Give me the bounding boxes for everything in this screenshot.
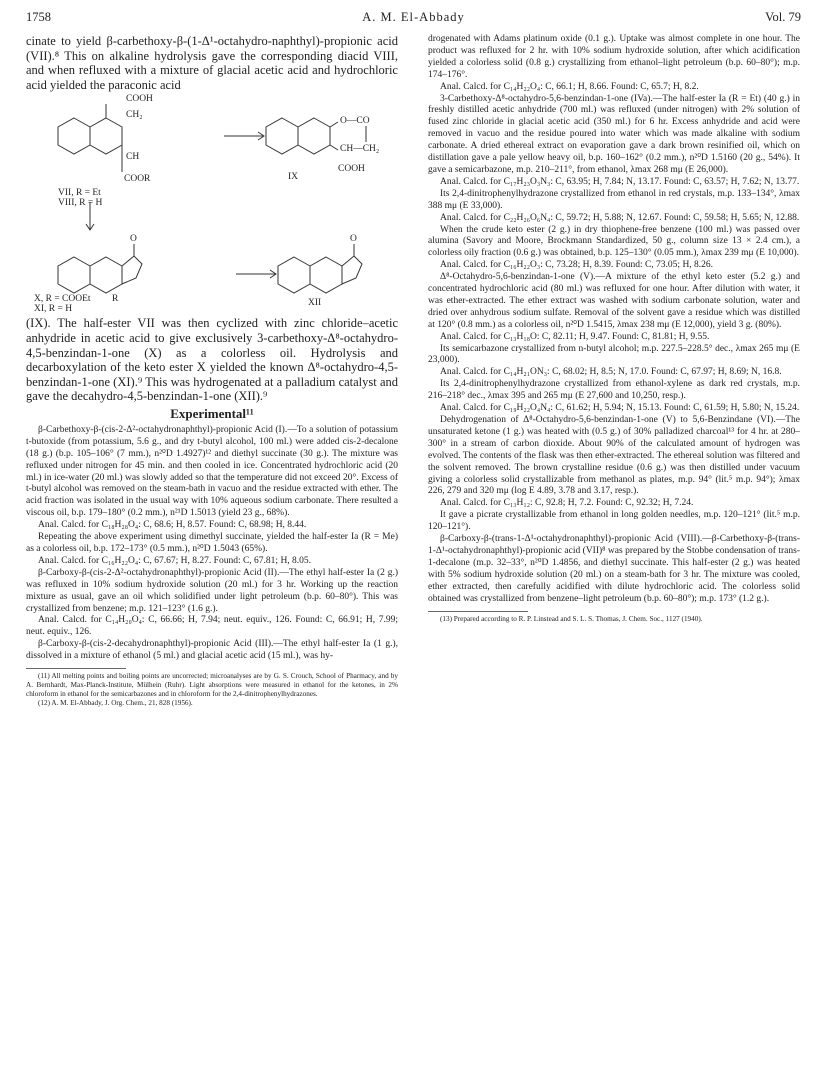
- label-o-co: O—CO: [340, 116, 370, 127]
- after-scheme-paragraph: (IX). The half-ester VII was then cyclized with zinc chloride–acetic anhydride in acetic acid to give exclusively 3-carbethoxy-Δ⁸-octahydro-4,5-benzindan-1-one (X) as a colorless oil. Hydrolysis and decarboxylation of the keto ester X yielded the known Δ⁸-octahydro-4,5-benzindan-1-one (XI).⁹ This was hydrogenated at a palladium catalyst and gave the decahydro-4,5-benzindan-1-one (XII).⁹: [26, 316, 398, 404]
- right-paragraph-4: Anal. Calcd. for C₁₇H₂₃O₃N₃: C, 63.95; H, 7.84; N, 13.17. Found: C, 63.57; H, 7.62; N, 13.77.: [440, 176, 800, 187]
- right-paragraph-7: When the crude keto ester (2 g.) in dry thiophene-free benzene (100 ml.) was passed over alumina (Savory and Moore, Brockmann Standardized, 50 g., column size 13 × 2.4 cm.), a colorless oily fraction (0.6 g.) was obtained, b.p. 125–130° (0.05 mm.), λmax 239 mμ (E 10,000).: [428, 224, 800, 259]
- right-paragraph-11: Its semicarbazone crystallized from n-butyl alcohol; m.p. 227.5–228.5° dec., λmax 265 mμ (E 23,000).: [428, 343, 800, 366]
- right-paragraph-10: Anal. Calcd. for C₁₃H₁₈O: C, 82.11; H, 9.47. Found: C, 81.81; H, 9.55.: [440, 331, 710, 342]
- ring-xii-five: [342, 256, 362, 284]
- left-paragraph-2: Anal. Calcd. for C₁₈H₂₈O₄: C, 68.6; H, 8.57. Found: C, 68.98; H, 8.44.: [38, 520, 307, 531]
- volume-label: Vol. 79: [765, 10, 801, 24]
- label-xi: XI, R = H: [34, 304, 73, 315]
- label-o-xii: O: [350, 234, 357, 245]
- right-paragraph-1: drogenated with Adams platinum oxide (0.1 g.). Uptake was almost complete in one hour. The product was refluxed for 2 hr. with 10% sodium hydroxide solution, after which acidification yielded a colorless solid (0.8 g.) crystallizing from ethanol–light petroleum (b.p. 60–80°); m.p. 174–176°.: [428, 34, 800, 80]
- ring-x-right: [90, 257, 122, 293]
- label-r: R: [112, 294, 119, 305]
- label-xii: XII: [308, 298, 322, 309]
- label-x: X, R = COOEt: [34, 294, 91, 305]
- label-ix: IX: [288, 172, 299, 183]
- right-paragraph-14: Anal. Calcd. for C₁₉H₂₂O₄N₄: C, 61.62; H, 5.94; N, 15.13. Found: C, 61.59; H, 5.80; N, 15.24.: [440, 403, 800, 414]
- left-paragraph-1: β-Carbethoxy-β-(cis-2-Δ²-octahydronaphthyl)-propionic Acid (I).—To a solution of potassium t-butoxide (from potassium, 5.6 g., and dry t-butyl alcohol, 100 ml.) were added cis-2-decalone (18 g.) (b.p. 105–106° (7 mm.), n²⁰D 1.4927)¹² and diethyl succinate (30 g.). The mixture was refluxed under nitrogen for 45 min. and then cooled in ice. Concentrated hydrochloric acid (20 ml.) in ice-water (20 ml.) was slowly added so that the temperature did not exceed 20°. Excess of t-butyl alcohol was removed on the steam-bath in vacuo and the residue extracted with ether. The acid fraction was isolated in the usual way with 10% aqueous sodium carbonate. There resulted a viscous oil, b.p. 179–180° (0.2 mm.), n²¹D 1.5013 (yield 23 g., 68%).: [26, 424, 398, 519]
- right-paragraph-18: β-Carboxy-β-(trans-1-Δ¹-octahydronaphthyl)-propionic Acid (VIII).—β-Carbethoxy-β-(trans-1-Δ¹-octahydronaphthyl)-propionic acid (VII)⁸ was prepared by the Stobbe condensation of trans-1-decalone (m.p. 32–33°, n²⁰D 1.4856, and diethyl succinate. This half-ester (2 g.) was heated with 5% sodium hydroxide solution (20 ml.) on a steam-bath for 3 hr. The mixture was cooled, ether extracted, then carefully acidified with dilute hydrochloric acid. The colorless solid obtained was crystallized from benzene–light petroleum (b.p. 60–80°); m.p. 173° (1.2 g.).: [428, 534, 800, 604]
- ring-xii-right: [310, 257, 342, 293]
- left-paragraph-5: β-Carboxy-β-(cis-2-Δ²-octahydronaphthyl)-propionic Acid (II).—The ethyl half-ester Ia (2 g.) was refluxed in 10% sodium hydroxide solution (20 ml.) for 3 hr. Working up the reaction mixture as usual, gave an oil which solidified under light petroleum (b.p. 60–80°). This was crystallized from benzene; m.p. 121–123° (1.6 g.).: [26, 567, 398, 614]
- left-paragraph-6: Anal. Calcd. for C₁₄H₂₀O₄: C, 66.66; H, 7.94; neut. equiv., 126. Found: C, 66.91; H, 7.99; neut. equiv., 126.: [26, 615, 398, 638]
- label-viii: VIII, R = H: [58, 198, 103, 209]
- footnote-rule: [26, 668, 126, 669]
- reaction-scheme: [26, 94, 398, 314]
- page-number: 1758: [26, 10, 51, 24]
- intro-paragraph: cinate to yield β-carbethoxy-β-(1-Δ¹-octahydro-naphthyl)-propionic acid (VII).⁸ This on alkaline hydrolysis gave the corresponding diacid VIII, and when refluxed with a mixture of glacial acetic acid and hydrochloric acid yielded the paraconic acid: [26, 34, 398, 92]
- ring-vii-left: [58, 118, 90, 154]
- label-ch: CH: [126, 152, 140, 163]
- label-ch2: CH₂: [126, 110, 143, 121]
- label-cooh-top: COOH: [126, 94, 153, 105]
- ring-xii-left: [278, 257, 310, 293]
- label-o-x: O: [130, 234, 137, 245]
- label-coor: COOR: [124, 174, 151, 185]
- right-paragraph-5: Its 2,4-dinitrophenylhydrazone crystallized from ethanol in red crystals, m.p. 133–134°, λmax 388 mμ (E 33,000).: [428, 188, 800, 211]
- right-paragraph-12: Anal. Calcd. for C₁₄H₂₁ON₃: C, 68.02; H, 8.5; N, 17.0. Found: C, 67.97; H, 8.69; N, 16.8.: [440, 367, 782, 378]
- ring-vii-right: [90, 118, 122, 154]
- right-paragraph-6: Anal. Calcd. for C₂₂H₂₆O₆N₄: C, 59.72; H, 5.88; N, 12.67. Found: C, 59.58; H, 5.65; N, 12.88.: [440, 212, 800, 223]
- footnote-rule-right: [428, 611, 528, 612]
- footnote-12: (12) A. M. El-Abbady, J. Org. Chem., 21, 828 (1956).: [38, 699, 193, 708]
- left-column: [26, 34, 398, 708]
- right-paragraph-9: Δ⁸-Octahydro-5,6-benzindan-1-one (V).—A mixture of the ethyl keto ester (5.2 g.) and concentrated hydrochloric acid (80 ml.) was refluxed for one hour. After dilution with water, it was ether-extracted. The ether extract was washed with sodium carbonate solution, water and dried over anhydrous sodium sulfate. Removal of the solvent gave a residue which was distilled at 120° (0.8 mm.) as a colorless oil, n²⁰D 1.5415, λmax 238 mμ (E 12,000), yield 3 g. (80%).: [428, 272, 800, 330]
- right-paragraph-3: 3-Carbethoxy-Δ⁸-octahydro-5,6-benzindan-1-one (IVa).—The half-ester Ia (R = Et) (40 g.) in freshly distilled acetic anhydride (700 ml.) was refluxed (under nitrogen) with 2% solution of fused zinc chloride in glacial acetic acid (350 ml.) for 6 hr. Excess anhydride and acid were removed in vacuo and the residue poured into water which was made alkaline with sodium carbonate. A dried ethereal extract on evaporation gave a dark brown resinified oil, which on distillation gave a pale yellow heavy oil, b.p. 160–162° (0.2 mm.), n²⁰D 1.5160 (20 g., 54%). It gave a semicarbazone, m.p. 210–211°, from ethanol, λmax 268 mμ (E 26,000).: [428, 93, 800, 175]
- right-column: [428, 34, 800, 624]
- right-paragraph-16: Anal. Calcd. for C₁₃H₁₂: C, 92.8; H, 7.2. Found: C, 92.32; H, 7.24.: [440, 498, 694, 509]
- right-paragraph-15: Dehydrogenation of Δ⁸-Octahydro-5,6-benzindan-1-one (V) to 5,6-Benzindane (VI).—The unsaturated ketone (1 g.) was heated with (0.5 g.) of 30% palladized charcoal¹³ for 4 hr. at 280–300° in a stream of carbon dioxide. About 90% of the calculated amount of hydrogen was evolved. The contents of the flask was then ether-extracted. The ethereal solution was filtered and the solvent removed. The brown crystalline residue (0.6 g.) was then distilled under vacuum giving a colorless solid crystallizable from methanol as plates, m.p. 94° (lit.⁵ m.p. 94°); λmax 226, 279 and 320 mμ (log E 4.89, 3.78 and 3.17, resp.).: [428, 415, 800, 497]
- ring-x-five: [122, 256, 142, 284]
- running-author: A. M. El-Abbady: [362, 10, 465, 24]
- experimental-heading: Experimental¹¹: [170, 405, 254, 421]
- right-paragraph-13: Its 2,4-dinitrophenylhydrazone crystallized from ethanol-xylene as dark red crystals, m.p. 216–218° dec., λmax 395 and 265 mμ (E 27,600 and 10,250, resp.).: [428, 379, 800, 402]
- left-paragraph-3: Repeating the above experiment using dimethyl succinate, yielded the half-ester Ia (R = Me) as a colorless oil, b.p. 172–173° (0.5 mm.), n²⁰D 1.5043 (65%).: [26, 532, 398, 554]
- label-vii: VII, R = Et: [58, 188, 101, 199]
- left-paragraph-4: Anal. Calcd. for C₁₆H₂₂O₄: C, 67.67; H, 8.27. Found: C, 67.81; H, 8.05.: [38, 555, 312, 566]
- ring-x-left: [58, 257, 90, 293]
- left-paragraph-7: β-Carboxy-β-(cis-2-decahydronaphthyl)-propionic Acid (III).—The ethyl half-ester Ia (1 g.), dissolved in a mixture of ethanol (5 ml.) and glacial acetic acid (15 ml.), was hy-: [26, 639, 398, 662]
- right-paragraph-17: It gave a picrate crystallizable from ethanol in long golden needles, m.p. 120–121° (lit.⁵ m.p. 120–121°).: [428, 510, 800, 533]
- right-paragraph-8: Anal. Calcd. for C₁₆H₂₂O₃: C, 73.28; H, 8.39. Found: C, 73.05; H, 8.26.: [440, 260, 714, 271]
- footnote-13: (13) Prepared according to R. P. Linstead and S. L. S. Thomas, J. Chem. Soc., 1127 (1940).: [440, 614, 703, 623]
- label-ch-ch2: CH—CH₂: [340, 144, 380, 155]
- right-paragraph-2: Anal. Calcd. for C₁₄H₂₂O₄: C, 66.1; H, 8.66. Found: C, 65.7; H, 8.2.: [440, 81, 699, 92]
- footnote-11: (11) All melting points and boiling points are uncorrected; microanalyses are by G. S. Crouch, School of Pharmacy, and by A. Bernhardt, Max-Planck-Institute, Mülhein (Ruhr). Light absorptions were measured in ethanol for the ketones, in 2% chloroform in ethanol for the semicarbazones and in chloroform for the 2,4-dinitrophenylhydrazones.: [26, 672, 398, 699]
- label-cooh-ix: COOH: [338, 164, 365, 175]
- page-header: [26, 10, 801, 30]
